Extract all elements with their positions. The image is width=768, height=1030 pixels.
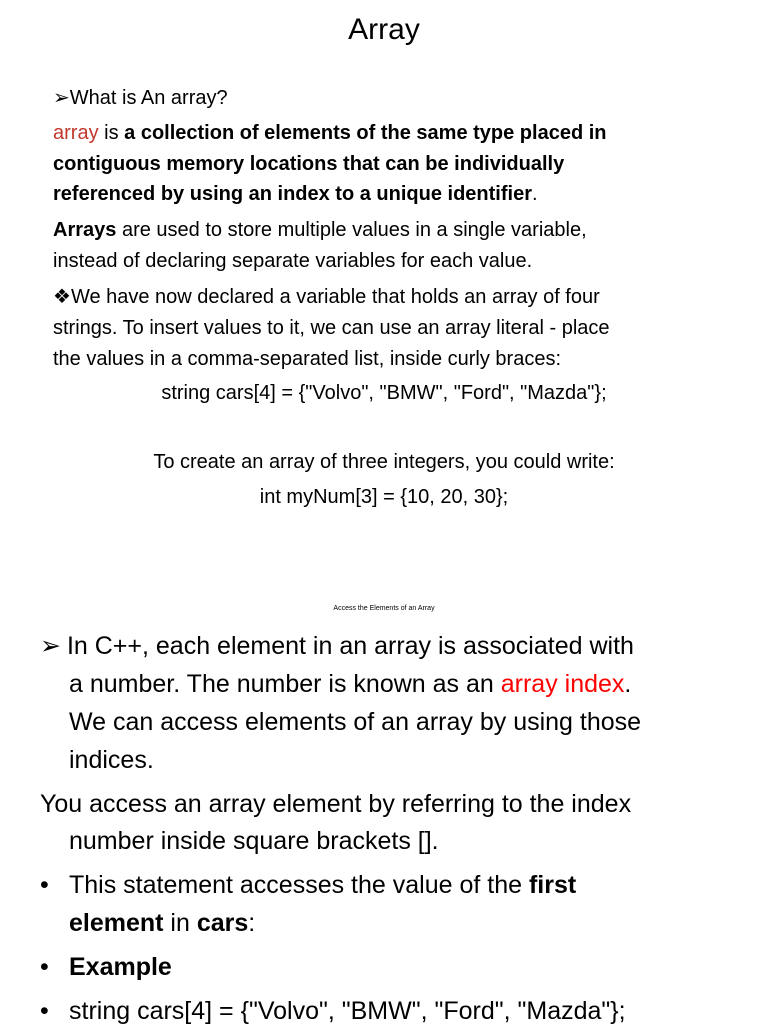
arrays-line-2: instead of declaring separate variables for each value. — [53, 250, 533, 272]
arrow-bullet-icon: ➢ — [53, 87, 70, 109]
note-line-2: strings. To insert values to it, we can use an array literal - place — [53, 317, 610, 339]
bullet3 — [40, 948, 172, 986]
bullet1-text-2: a number. The number is known as an — [69, 670, 501, 698]
code-int: int myNum[3] = {10, 20, 30}; — [259, 486, 509, 508]
definition-bold-1: a collection of elements of the same type placed in — [124, 122, 607, 144]
bullet1-text-2-end: . — [624, 670, 632, 698]
bullet2-in: in — [163, 909, 197, 937]
access-line-2: number inside square brackets []. — [69, 827, 439, 855]
bullet1-line-4: indices. — [69, 746, 154, 774]
code-cars: string cars[4] = {"Volvo", "BMW", "Ford", "Mazda"}; — [161, 382, 607, 404]
bullet2-line-2 — [69, 904, 255, 942]
bullet2-bold: first — [528, 871, 577, 899]
question-line — [53, 83, 228, 114]
page-title: Array — [348, 13, 420, 46]
int-intro: To create an array of three integers, you could write: — [153, 451, 615, 473]
definition-end: . — [531, 183, 538, 205]
bullet2-line-1 — [40, 866, 576, 904]
example-label: Example — [69, 953, 172, 981]
definition-term: array — [53, 122, 99, 144]
definition-bold-3: referenced by using an index to a unique identifier — [53, 183, 532, 205]
bullet-dot-icon: • — [40, 997, 49, 1025]
bullet4 — [40, 992, 626, 1030]
note-line-1 — [53, 282, 600, 313]
definition-line-1 — [53, 118, 607, 149]
access-line-1: You access an array element by referring to the index — [40, 790, 632, 818]
bullet-dot-icon: • — [40, 953, 49, 981]
diamond-bullet-icon: ❖ — [53, 286, 71, 308]
arrays-term: Arrays — [53, 219, 117, 241]
array-index-term: array index — [500, 670, 625, 698]
definition-line-2: contiguous memory locations that can be individually — [53, 153, 565, 175]
note-line-3: the values in a comma-separated list, inside curly braces: — [53, 348, 562, 370]
bullet2-colon: : — [248, 909, 256, 937]
arrays-line-1 — [53, 215, 587, 246]
bullet2-element: element — [69, 909, 164, 937]
bullet1-line-2 — [69, 665, 631, 703]
bullet-dot-icon: • — [40, 871, 49, 899]
bullet1-line-3: We can access elements of an array by using those — [69, 708, 642, 736]
bullet1-text-1: In C++, each element in an array is associated with — [66, 632, 634, 660]
section-heading: Access the Elements of an Array — [333, 605, 435, 612]
definition-is: is — [98, 122, 125, 144]
bullet2-text: This statement accesses the value of the — [69, 871, 529, 899]
arrays-rest: are used to store multiple values in a single variable, — [116, 219, 587, 241]
definition-line-3 — [53, 179, 538, 210]
bullet1-line-1 — [40, 627, 634, 665]
question-text: What is An array? — [69, 87, 228, 109]
bullet2-cars: cars — [196, 909, 249, 937]
arrow-bullet-icon: ➢ — [40, 632, 61, 660]
note-text-1: We have now declared a variable that holds an array of four — [70, 286, 600, 308]
example-code: string cars[4] = {"Volvo", "BMW", "Ford", "Mazda"}; — [69, 997, 626, 1025]
